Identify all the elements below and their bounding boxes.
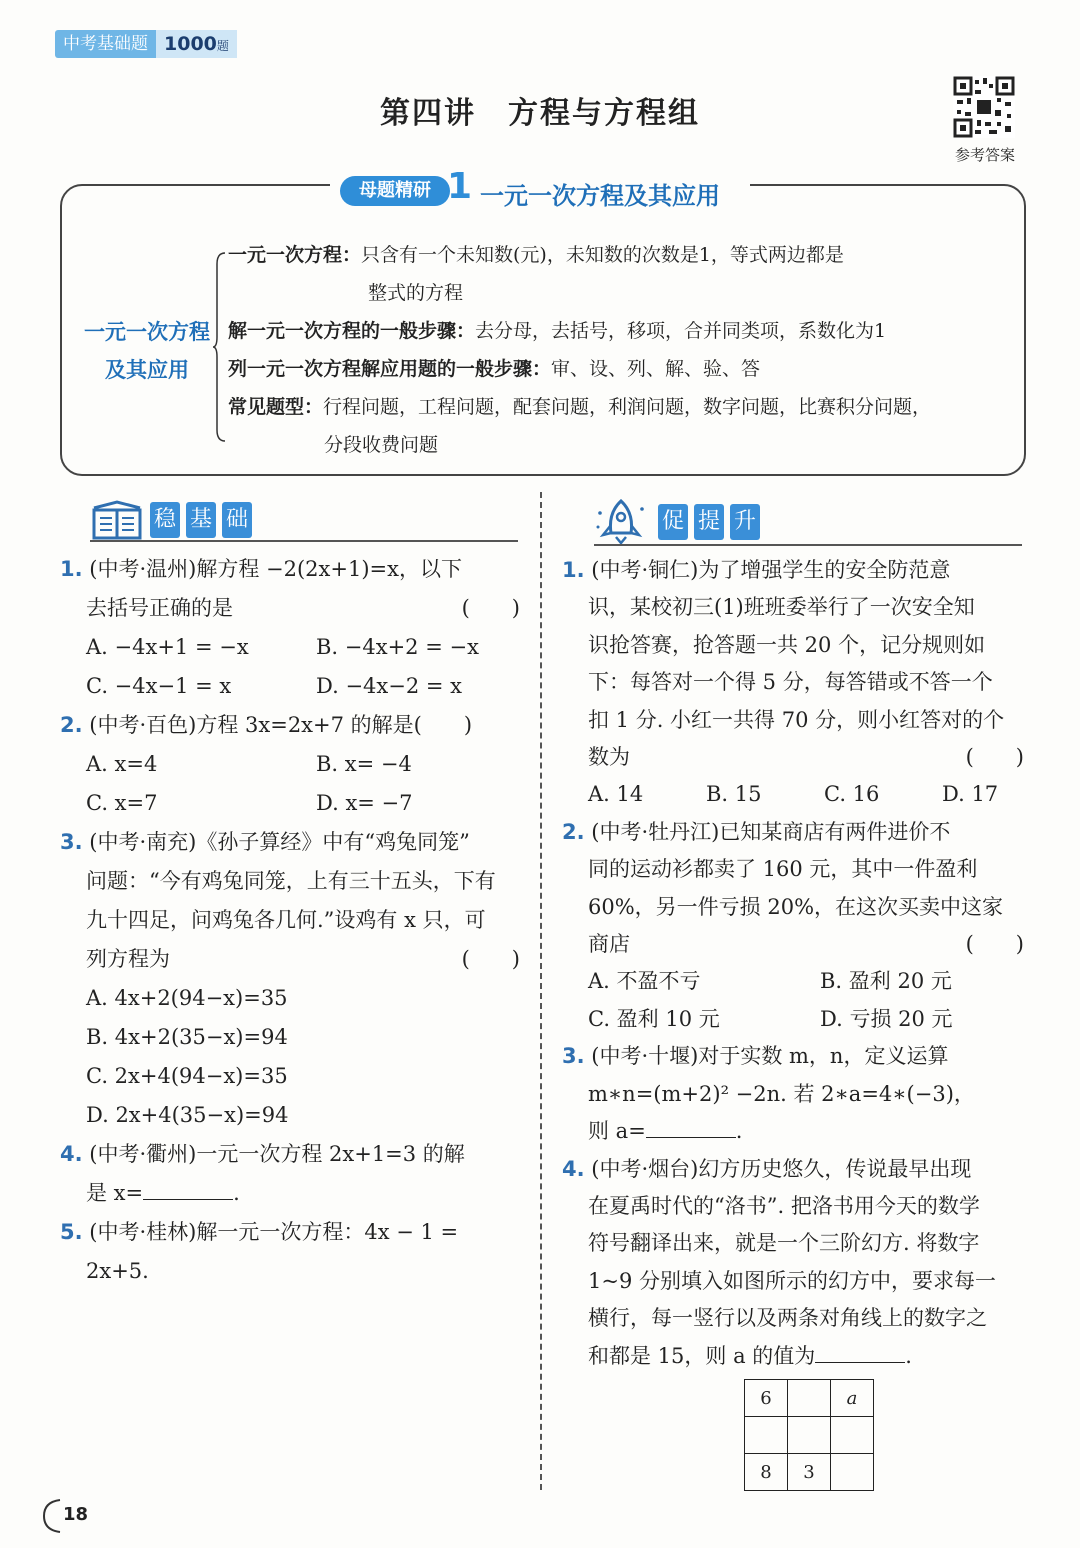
- summary-line-types: 常见题型：行程问题，工程问题，配套问题，利润问题，数字问题，比赛积分问题，: [228, 396, 932, 418]
- left-questions: [60, 550, 520, 1291]
- series-tag: [55, 30, 237, 58]
- section-badge: 母题精研: [340, 176, 450, 206]
- question-left-5: 5. (中考·桂林)解一元一次方程：4x − 1 = 2x+5.: [60, 1220, 459, 1283]
- summary-topic: 一元一次方程 及其应用: [84, 320, 210, 382]
- answer-blank[interactable]: [815, 1340, 905, 1363]
- rocket-icon: [594, 499, 648, 545]
- series-name: 中考基础题: [55, 30, 156, 58]
- answer-blank[interactable]: [646, 1115, 736, 1138]
- question-right-4: 4. (中考·烟台)幻方历史悠久，传说最早出现 在夏禹时代的“洛书”. 把洛书用今天的数学 符号翻译出来，就是一个三阶幻方. 将数字 1~9 分别填入如图所示的幻方中，要求每一 横行，每一竖行以及两条对角线上的数字之 和都是 15，则 a 的值为 .: [562, 1156, 996, 1368]
- question-right-3: 3. (中考·十堰)对于实数 m，n，定义运算 m∗n=(m+2)² −2n. 若 2∗a=4∗(−3)， 则 a= .: [562, 1044, 975, 1144]
- question-left-1: 1. (中考·温州)解方程 −2(2x+1)=x，以下 去括号正确的是 ( ) A. −4x+1 = −x B. −4x+2 = −x C. −4x−1 = x D. −4x−2 = x: [60, 557, 520, 698]
- magic-cell: 3: [788, 1454, 831, 1491]
- summary-line-definition: 一元一次方程：只含有一个未知数(元)，未知数的次数是1，等式两边都是: [228, 244, 844, 266]
- section-title: 一元一次方程及其应用: [480, 182, 720, 210]
- right-header-char-3: 升: [730, 504, 760, 540]
- magic-cell: [788, 1417, 831, 1454]
- question-left-4: 4. (中考·衢州)一元一次方程 2x+1=3 的解 是 x= .: [60, 1142, 465, 1205]
- qr-label: 参考答案: [954, 146, 1015, 164]
- right-header-char-1: 促: [658, 504, 688, 540]
- magic-cell: [788, 1380, 831, 1417]
- magic-cell: 8: [745, 1454, 788, 1491]
- question-right-2: 2. (中考·牡丹江)已知某商店有两件进价不 同的运动衫都卖了 160 元，其中一件盈利 60%，另一件亏损 20%，在这次买卖中这家 商店 ( ) A. 不盈不亏 B. 盈利 20 元 C. 盈利 10 元 D. 亏损 20 元: [562, 819, 1024, 1031]
- qr-code-icon[interactable]: [953, 76, 1015, 138]
- magic-cell: [831, 1454, 874, 1491]
- column-divider: [540, 492, 542, 1490]
- question-right-1: 1. (中考·铜仁)为了增强学生的安全防范意 识，某校初三(1)班班委举行了一次安全知 识抢答赛，抢答题一共 20 个，记分规则如 下：每答对一个得 5 分，每答错或不答一个 扣 1 分. 小红一共得 70 分，则小红答对的个 数为 ( ) A. 14 B. 15 C. 16 D. 17: [562, 558, 1024, 807]
- magic-square: [744, 1379, 874, 1491]
- right-header-char-2: 提: [694, 504, 724, 540]
- summary-line-application: 列一元一次方程解应用题的一般步骤：审、设、列、解、验、答: [228, 358, 761, 380]
- left-header-char-1: 稳: [150, 502, 180, 538]
- magic-cell: 6: [745, 1380, 788, 1417]
- left-column-header: [90, 496, 258, 544]
- brace-icon: [212, 252, 226, 442]
- question-left-2: 2. (中考·百色)方程 3x=2x+7 的解是( ) A. x=4 B. x= −4 C. x=7 D. x= −7: [60, 713, 473, 815]
- magic-cell: [745, 1417, 788, 1454]
- left-header-char-3: 础: [222, 502, 252, 538]
- answer-blank[interactable]: [143, 1177, 233, 1200]
- summary-line-types-cont: 分段收费问题: [324, 434, 439, 456]
- right-column-header: [594, 498, 766, 546]
- page-title: 第四讲 方程与方程组: [380, 96, 700, 131]
- right-header-line: [594, 544, 1022, 546]
- magic-cell: a: [831, 1380, 874, 1417]
- section-number: 1: [447, 166, 473, 207]
- right-questions: [562, 552, 1024, 1375]
- series-count: 1000题: [156, 30, 237, 58]
- left-header-line: [90, 540, 518, 542]
- magic-cell: [831, 1417, 874, 1454]
- question-left-3: 3. (中考·南充)《孙子算经》中有“鸡兔同笼” 问题：“今有鸡兔同笼，上有三十五头，下有 九十四足，问鸡兔各几何.”设鸡有 x 只，可 列方程为 ( ) A. 4x+2(94−x)=35 B. 4x+2(35−x)=94 C. 2x+4(94−x)=35 D. 2x+4(35−x)=94: [60, 830, 520, 1127]
- page-number: 18: [40, 1498, 90, 1534]
- summary-line-definition-cont: 整式的方程: [368, 282, 464, 304]
- book-icon: [90, 498, 144, 542]
- summary-line-steps: 解一元一次方程的一般步骤：去分母，去括号，移项，合并同类项，系数化为1: [228, 320, 887, 342]
- left-header-char-2: 基: [186, 502, 216, 538]
